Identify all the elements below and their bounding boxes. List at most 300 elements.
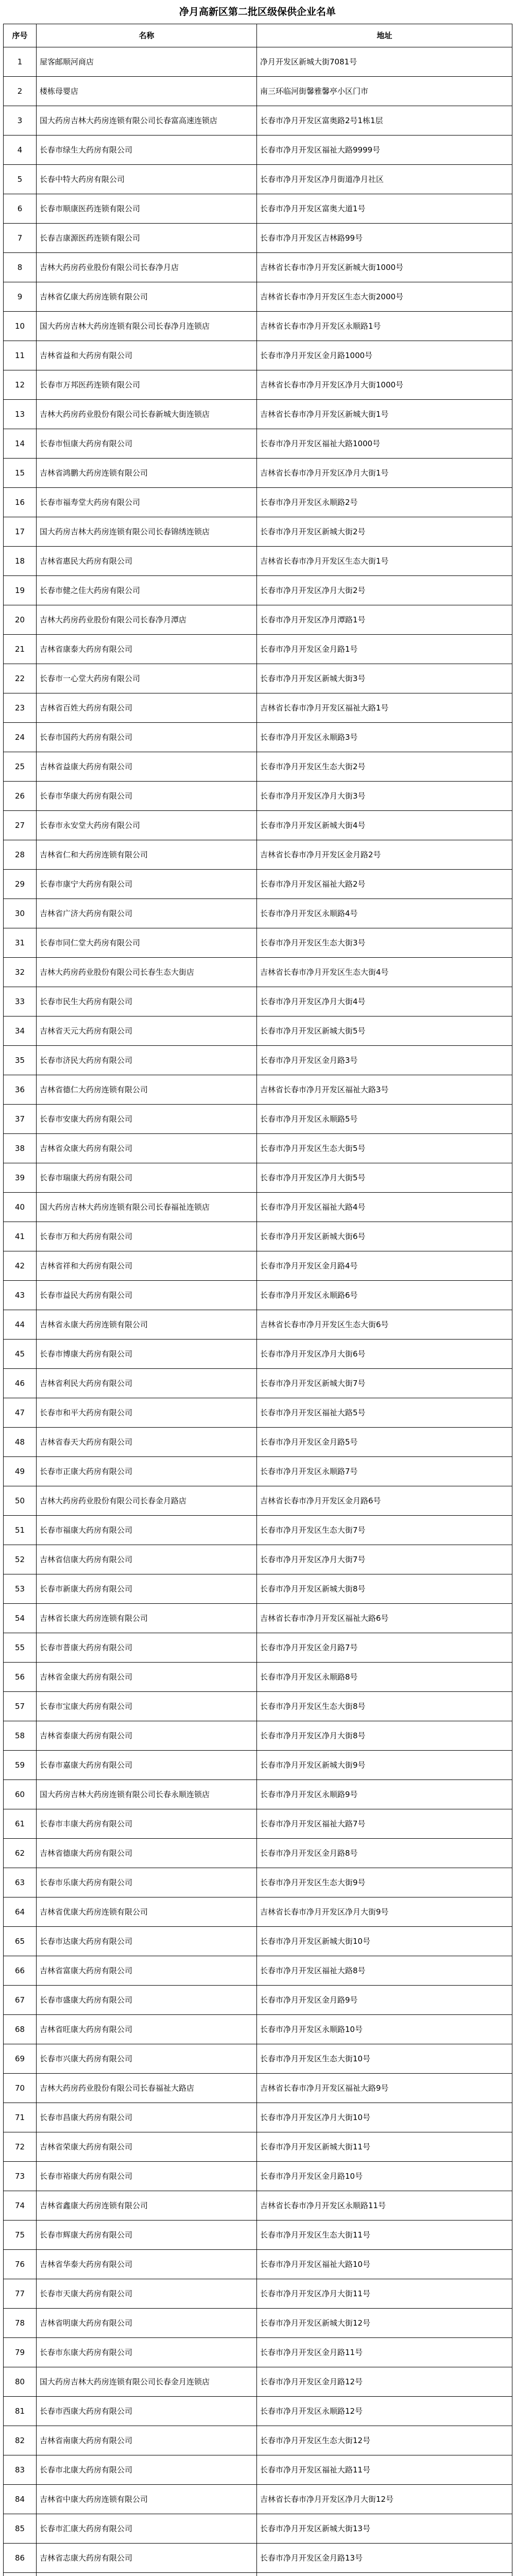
- name-cell: 吉林省益康大药房有限公司: [37, 752, 257, 782]
- name-cell: 吉林大药房药业股份有限公司长春福祉大路店: [37, 2074, 257, 2103]
- table-row: [4, 840, 512, 870]
- index-cell: 11: [4, 341, 37, 370]
- table-row: [4, 782, 512, 811]
- name-cell: 长春市新康大药房有限公司: [37, 1574, 257, 1604]
- table-row: [4, 1428, 512, 1457]
- address-cell: 长春市净月开发区永顺路9号: [257, 1780, 512, 1809]
- table-row: [4, 1809, 512, 1839]
- index-cell: 60: [4, 1780, 37, 1809]
- index-cell: 82: [4, 2426, 37, 2455]
- address-cell: 长春市净月开发区福祉大路2号: [257, 870, 512, 899]
- name-cell: 长春市万和大药房有限公司: [37, 1222, 257, 1251]
- table-row: [4, 1222, 512, 1251]
- index-cell: 57: [4, 1692, 37, 1721]
- table-row: [4, 2132, 512, 2162]
- table-row: [4, 1281, 512, 1310]
- index-cell: 8: [4, 253, 37, 282]
- table-row: [4, 135, 512, 165]
- address-cell: 长春市净月开发区净月潭路1号: [257, 605, 512, 635]
- address-cell: 净月开发区新城大街7081号: [257, 47, 512, 77]
- address-cell: 长春市净月开发区净月大街10号: [257, 2103, 512, 2132]
- name-cell: 吉林省惠民大药房有限公司: [37, 547, 257, 576]
- name-cell: 长春市济民大药房有限公司: [37, 1046, 257, 1075]
- address-cell: 长春市净月开发区生态大街8号: [257, 1692, 512, 1721]
- name-cell: 吉林省南康大药房有限公司: [37, 2426, 257, 2455]
- address-cell: 吉林省长春市净月开发区净月大街12号: [257, 2485, 512, 2514]
- table-row: [4, 1369, 512, 1398]
- index-cell: 73: [4, 2162, 37, 2191]
- index-cell: 51: [4, 1516, 37, 1545]
- name-cell: 吉林省百姓大药房有限公司: [37, 693, 257, 723]
- table-row: [4, 1751, 512, 1780]
- table-row: [4, 429, 512, 459]
- name-cell: 吉林省益和大药房有限公司: [37, 341, 257, 370]
- name-cell: 长春市正康大药房有限公司: [37, 1457, 257, 1486]
- table-row: [4, 1016, 512, 1046]
- table-row: [4, 605, 512, 635]
- name-cell: 吉林省亿康大药房连锁有限公司: [37, 282, 257, 312]
- address-cell: 长春市净月开发区净月大街5号: [257, 1163, 512, 1193]
- name-cell: 长春市恒康大药房有限公司: [37, 429, 257, 459]
- name-cell: 长春市辉康大药房有限公司: [37, 2221, 257, 2250]
- index-cell: 21: [4, 635, 37, 664]
- name-cell: 国大药房吉林大药房连锁有限公司长春金月连锁店: [37, 2367, 257, 2397]
- name-cell: 长春市和平大药房有限公司: [37, 1398, 257, 1428]
- table-row: [4, 282, 512, 312]
- index-cell: 78: [4, 2309, 37, 2338]
- name-cell: 国大药房吉林大药房连锁有限公司长春福祉连锁店: [37, 1193, 257, 1222]
- table-row: [4, 194, 512, 224]
- name-cell: 长春吉康源医药连锁有限公司: [37, 224, 257, 253]
- address-cell: 吉林省长春市净月开发区永顺路1号: [257, 312, 512, 341]
- table-row: [4, 165, 512, 194]
- address-cell: 长春市净月开发区金月路1000号: [257, 341, 512, 370]
- table-row: [4, 811, 512, 840]
- index-cell: 50: [4, 1486, 37, 1516]
- name-cell: 吉林大药房药业股份有限公司长春净月店: [37, 253, 257, 282]
- index-cell: 86: [4, 2544, 37, 2573]
- table-row: [4, 1457, 512, 1486]
- name-cell: 吉林省志康大药房有限公司: [37, 2544, 257, 2573]
- table-row: [4, 2162, 512, 2191]
- table-row: [4, 664, 512, 693]
- name-cell: 长春市达康大药房有限公司: [37, 1927, 257, 1956]
- address-cell: 吉林省长春市净月开发区福祉大路6号: [257, 1604, 512, 1633]
- header-address: 地址: [257, 24, 512, 47]
- table-row: [4, 1516, 512, 1545]
- address-cell: 长春市净月开发区新城大街11号: [257, 2132, 512, 2162]
- name-cell: 国大药房吉林大药房连锁有限公司长春净月连锁店: [37, 312, 257, 341]
- index-cell: 38: [4, 1134, 37, 1163]
- name-cell: 长春市健之佳大药房有限公司: [37, 576, 257, 605]
- table-row: [4, 2015, 512, 2044]
- table-row: [4, 2367, 512, 2397]
- address-cell: 长春市净月开发区金月路12号: [257, 2367, 512, 2397]
- table-row: [4, 1868, 512, 1897]
- name-cell: 长春市裕康大药房有限公司: [37, 2162, 257, 2191]
- index-cell: 61: [4, 1809, 37, 1839]
- index-cell: 58: [4, 1721, 37, 1751]
- table-row: [4, 2544, 512, 2573]
- table-row: [4, 2103, 512, 2132]
- address-cell: 长春市净月开发区新城大街6号: [257, 1222, 512, 1251]
- index-cell: 13: [4, 400, 37, 429]
- supplier-table: [3, 24, 512, 2576]
- index-cell: 32: [4, 958, 37, 987]
- index-cell: 74: [4, 2191, 37, 2221]
- name-cell: 长春市安康大药房有限公司: [37, 1105, 257, 1134]
- name-cell: 长春市瑞康大药房有限公司: [37, 1163, 257, 1193]
- table-row: [4, 1839, 512, 1868]
- address-cell: 长春市净月开发区永顺路6号: [257, 1281, 512, 1310]
- name-cell: 长春市博康大药房有限公司: [37, 1340, 257, 1369]
- address-cell: 长春市净月开发区福祉大路11号: [257, 2455, 512, 2485]
- address-cell: 长春市净月开发区新城大街5号: [257, 1016, 512, 1046]
- name-cell: 长春市康宁大药房有限公司: [37, 870, 257, 899]
- address-cell: 南三环临河街馨雅馨亭小区门市: [257, 77, 512, 106]
- index-cell: 7: [4, 224, 37, 253]
- index-cell: 25: [4, 752, 37, 782]
- index-cell: 31: [4, 928, 37, 958]
- address-cell: 长春市净月开发区金月路1号: [257, 635, 512, 664]
- index-cell: 36: [4, 1075, 37, 1105]
- address-cell: 吉林省长春市净月开发区福祉大路1号: [257, 693, 512, 723]
- name-cell: 吉林省长康大药房连锁有限公司: [37, 1604, 257, 1633]
- table-row: [4, 517, 512, 547]
- table-row: [4, 1663, 512, 1692]
- address-cell: 长春市净月开发区富奥大道1号: [257, 194, 512, 224]
- address-cell: 长春市净月开发区福祉大路1000号: [257, 429, 512, 459]
- table-row: [4, 224, 512, 253]
- address-cell: 长春市净月开发区金月路9号: [257, 1986, 512, 2015]
- index-cell: 35: [4, 1046, 37, 1075]
- address-cell: 长春市净月开发区富奥路2号1栋1层: [257, 106, 512, 135]
- table-row: [4, 2279, 512, 2309]
- index-cell: 54: [4, 1604, 37, 1633]
- address-cell: 长春市净月开发区新城大街10号: [257, 1927, 512, 1956]
- address-cell: 吉林省长春市净月开发区福祉大路9号: [257, 2074, 512, 2103]
- index-cell: 56: [4, 1663, 37, 1692]
- index-cell: 43: [4, 1281, 37, 1310]
- address-cell: [257, 2573, 512, 2576]
- address-cell: 长春市净月开发区福祉大路8号: [257, 1956, 512, 1986]
- index-cell: 63: [4, 1868, 37, 1897]
- table-row: [4, 576, 512, 605]
- address-cell: 长春市净月开发区生态大街5号: [257, 1134, 512, 1163]
- name-cell: 吉林大药房药业股份有限公司长春净月潭店: [37, 605, 257, 635]
- index-cell: 53: [4, 1574, 37, 1604]
- name-cell: 吉林省中康大药房连锁有限公司: [37, 2485, 257, 2514]
- index-cell: 6: [4, 194, 37, 224]
- index-cell: 62: [4, 1839, 37, 1868]
- name-cell: 长春市西康大药房有限公司: [37, 2397, 257, 2426]
- table-row: [4, 2250, 512, 2279]
- name-cell: 吉林省利民大药房有限公司: [37, 1369, 257, 1398]
- index-cell: 52: [4, 1545, 37, 1574]
- name-cell: 吉林省天元大药房有限公司: [37, 1016, 257, 1046]
- address-cell: 长春市净月开发区生态大街10号: [257, 2044, 512, 2074]
- index-cell: 20: [4, 605, 37, 635]
- address-cell: 长春市净月开发区永顺路5号: [257, 1105, 512, 1134]
- index-cell: 46: [4, 1369, 37, 1398]
- address-cell: 长春市净月开发区生态大街9号: [257, 1868, 512, 1897]
- table-row: [4, 2573, 512, 2576]
- table-row: [4, 341, 512, 370]
- index-cell: 17: [4, 517, 37, 547]
- address-cell: 长春市净月开发区净月大街8号: [257, 1721, 512, 1751]
- address-cell: 吉林省长春市净月开发区生态大街4号: [257, 958, 512, 987]
- address-cell: 吉林省长春市净月开发区新城大街1号: [257, 400, 512, 429]
- address-cell: 长春市净月开发区新城大街2号: [257, 517, 512, 547]
- name-cell: [37, 2573, 257, 2576]
- address-cell: 长春市净月开发区新城大街13号: [257, 2514, 512, 2544]
- address-cell: 长春市净月开发区生态大街7号: [257, 1516, 512, 1545]
- table-row: [4, 1927, 512, 1956]
- address-cell: 吉林省长春市净月开发区生态大街2000号: [257, 282, 512, 312]
- name-cell: 吉林省祥和大药房有限公司: [37, 1251, 257, 1281]
- name-cell: 长春市民生大药房有限公司: [37, 987, 257, 1016]
- address-cell: 长春市净月开发区净月街道净月社区: [257, 165, 512, 194]
- name-cell: 吉林省仁和大药房连锁有限公司: [37, 840, 257, 870]
- name-cell: 吉林省德康大药房有限公司: [37, 1839, 257, 1868]
- address-cell: 长春市净月开发区金月路8号: [257, 1839, 512, 1868]
- table-row: [4, 870, 512, 899]
- index-cell: 80: [4, 2367, 37, 2397]
- address-cell: 长春市净月开发区净月大街6号: [257, 1340, 512, 1369]
- name-cell: 吉林省众康大药房有限公司: [37, 1134, 257, 1163]
- table-row: [4, 2221, 512, 2250]
- name-cell: 吉林省广济大药房有限公司: [37, 899, 257, 928]
- index-cell: 41: [4, 1222, 37, 1251]
- index-cell: 83: [4, 2455, 37, 2485]
- address-cell: 长春市净月开发区金月路13号: [257, 2544, 512, 2573]
- index-cell: 2: [4, 77, 37, 106]
- table-row: [4, 1251, 512, 1281]
- address-cell: 吉林省长春市净月开发区净月大街1号: [257, 459, 512, 488]
- address-cell: 长春市净月开发区永顺路7号: [257, 1457, 512, 1486]
- index-cell: 37: [4, 1105, 37, 1134]
- table-row: [4, 899, 512, 928]
- name-cell: 长春市万邦医药连锁有限公司: [37, 370, 257, 400]
- index-cell: 1: [4, 47, 37, 77]
- index-cell: 64: [4, 1897, 37, 1927]
- index-cell: 16: [4, 488, 37, 517]
- address-cell: 长春市净月开发区生态大街2号: [257, 752, 512, 782]
- index-cell: 72: [4, 2132, 37, 2162]
- address-cell: 吉林省长春市净月开发区福祉大路3号: [257, 1075, 512, 1105]
- address-cell: 吉林省长春市净月开发区生态大街1号: [257, 547, 512, 576]
- name-cell: 长春市兴康大药房有限公司: [37, 2044, 257, 2074]
- table-row: [4, 1545, 512, 1574]
- table-row: [4, 1046, 512, 1075]
- name-cell: 吉林省旺康大药房有限公司: [37, 2015, 257, 2044]
- name-cell: 吉林省富康大药房有限公司: [37, 1956, 257, 1986]
- name-cell: 长春市福寿堂大药房有限公司: [37, 488, 257, 517]
- address-cell: 长春市净月开发区生态大街3号: [257, 928, 512, 958]
- address-cell: 长春市净月开发区净月大街4号: [257, 987, 512, 1016]
- index-cell: 75: [4, 2221, 37, 2250]
- index-cell: 67: [4, 1986, 37, 2015]
- index-cell: 47: [4, 1398, 37, 1428]
- index-cell: 70: [4, 2074, 37, 2103]
- address-cell: 长春市净月开发区金月路4号: [257, 1251, 512, 1281]
- address-cell: 长春市净月开发区永顺路4号: [257, 899, 512, 928]
- address-cell: 长春市净月开发区新城大街8号: [257, 1574, 512, 1604]
- name-cell: 吉林省金康大药房有限公司: [37, 1663, 257, 1692]
- index-cell: 44: [4, 1310, 37, 1340]
- address-cell: 长春市净月开发区金月路3号: [257, 1046, 512, 1075]
- index-cell: 26: [4, 782, 37, 811]
- name-cell: 长春市普康大药房有限公司: [37, 1633, 257, 1663]
- name-cell: 吉林省荣康大药房有限公司: [37, 2132, 257, 2162]
- index-cell: [4, 2573, 37, 2576]
- address-cell: 长春市净月开发区金月路7号: [257, 1633, 512, 1663]
- address-cell: 长春市净月开发区福祉大路10号: [257, 2250, 512, 2279]
- table-row: [4, 106, 512, 135]
- table-row: [4, 1604, 512, 1633]
- table-row: [4, 1340, 512, 1369]
- index-cell: 18: [4, 547, 37, 576]
- index-cell: 9: [4, 282, 37, 312]
- index-cell: 79: [4, 2338, 37, 2367]
- table-row: [4, 2074, 512, 2103]
- index-cell: 59: [4, 1751, 37, 1780]
- address-cell: 长春市净月开发区福祉大路7号: [257, 1809, 512, 1839]
- index-cell: 27: [4, 811, 37, 840]
- table-row: [4, 1692, 512, 1721]
- address-cell: 长春市净月开发区生态大街11号: [257, 2221, 512, 2250]
- name-cell: 长春市同仁堂大药房有限公司: [37, 928, 257, 958]
- name-cell: 吉林省永康大药房连锁有限公司: [37, 1310, 257, 1340]
- address-cell: 长春市净月开发区新城大街12号: [257, 2309, 512, 2338]
- index-cell: 39: [4, 1163, 37, 1193]
- index-cell: 19: [4, 576, 37, 605]
- name-cell: 长春市福康大药房有限公司: [37, 1516, 257, 1545]
- address-cell: 吉林省长春市净月开发区生态大街6号: [257, 1310, 512, 1340]
- table-row: [4, 1398, 512, 1428]
- name-cell: 长春市昌康大药房有限公司: [37, 2103, 257, 2132]
- name-cell: 楼栋母婴店: [37, 77, 257, 106]
- name-cell: 吉林大药房药业股份有限公司长春生态大街店: [37, 958, 257, 987]
- table-row: [4, 723, 512, 752]
- table-row: [4, 987, 512, 1016]
- table-row: [4, 2455, 512, 2485]
- table-row: [4, 312, 512, 341]
- table-row: [4, 1897, 512, 1927]
- table-row: [4, 2338, 512, 2367]
- name-cell: 吉林大药房药业股份有限公司长春金月路店: [37, 1486, 257, 1516]
- name-cell: 长春市北康大药房有限公司: [37, 2455, 257, 2485]
- index-cell: 29: [4, 870, 37, 899]
- table-row: [4, 370, 512, 400]
- address-cell: 长春市净月开发区福祉大路4号: [257, 1193, 512, 1222]
- name-cell: 长春市国药大药房有限公司: [37, 723, 257, 752]
- index-cell: 66: [4, 1956, 37, 1986]
- index-cell: 42: [4, 1251, 37, 1281]
- name-cell: 吉林省康泰大药房有限公司: [37, 635, 257, 664]
- table-row: [4, 1486, 512, 1516]
- name-cell: 长春市宝康大药房有限公司: [37, 1692, 257, 1721]
- name-cell: 吉林省明康大药房有限公司: [37, 2309, 257, 2338]
- name-cell: 长春市顺康医药连锁有限公司: [37, 194, 257, 224]
- index-cell: 3: [4, 106, 37, 135]
- table-row: [4, 547, 512, 576]
- address-cell: 吉林省长春市净月开发区净月大街9号: [257, 1897, 512, 1927]
- table-row: [4, 928, 512, 958]
- address-cell: 长春市净月开发区净月大街7号: [257, 1545, 512, 1574]
- name-cell: 吉林省信康大药房有限公司: [37, 1545, 257, 1574]
- address-cell: 长春市净月开发区永顺路8号: [257, 1663, 512, 1692]
- address-cell: 吉林省长春市净月开发区净月大街1000号: [257, 370, 512, 400]
- name-cell: 长春市乐康大药房有限公司: [37, 1868, 257, 1897]
- name-cell: 吉林省春天大药房有限公司: [37, 1428, 257, 1457]
- address-cell: 长春市净月开发区净月大街3号: [257, 782, 512, 811]
- name-cell: 吉林大药房药业股份有限公司长春新城大街连锁店: [37, 400, 257, 429]
- name-cell: 长春中特大药房有限公司: [37, 165, 257, 194]
- address-cell: 长春市净月开发区新城大街7号: [257, 1369, 512, 1398]
- index-cell: 55: [4, 1633, 37, 1663]
- name-cell: 长春市汇康大药房有限公司: [37, 2514, 257, 2544]
- name-cell: 吉林省鑫康大药房连锁有限公司: [37, 2191, 257, 2221]
- name-cell: 长春市益民大药房有限公司: [37, 1281, 257, 1310]
- address-cell: 长春市净月开发区金月路5号: [257, 1428, 512, 1457]
- name-cell: 长春市天康大药房有限公司: [37, 2279, 257, 2309]
- address-cell: 长春市净月开发区福祉大路5号: [257, 1398, 512, 1428]
- name-cell: 长春市盛康大药房有限公司: [37, 1986, 257, 2015]
- index-cell: 85: [4, 2514, 37, 2544]
- address-cell: 长春市净月开发区永顺路3号: [257, 723, 512, 752]
- address-cell: 长春市净月开发区新城大街3号: [257, 664, 512, 693]
- table-row: [4, 693, 512, 723]
- table-row: [4, 2397, 512, 2426]
- table-row: [4, 1310, 512, 1340]
- name-cell: 吉林省优康大药房连锁有限公司: [37, 1897, 257, 1927]
- table-row: [4, 253, 512, 282]
- index-cell: 30: [4, 899, 37, 928]
- name-cell: 长春市东康大药房有限公司: [37, 2338, 257, 2367]
- name-cell: 吉林省华泰大药房有限公司: [37, 2250, 257, 2279]
- table-row: [4, 1986, 512, 2015]
- document-title: 净月高新区第二批区级保供企业名单: [179, 6, 336, 18]
- table-row: [4, 77, 512, 106]
- index-cell: 69: [4, 2044, 37, 2074]
- index-cell: 24: [4, 723, 37, 752]
- address-cell: 长春市净月开发区吉林路99号: [257, 224, 512, 253]
- table-row: [4, 752, 512, 782]
- table-row: [4, 1956, 512, 1986]
- address-cell: 吉林省长春市净月开发区永顺路11号: [257, 2191, 512, 2221]
- index-cell: 49: [4, 1457, 37, 1486]
- index-cell: 71: [4, 2103, 37, 2132]
- index-cell: 77: [4, 2279, 37, 2309]
- index-cell: 22: [4, 664, 37, 693]
- index-cell: 10: [4, 312, 37, 341]
- address-cell: 长春市净月开发区生态大街12号: [257, 2426, 512, 2455]
- name-cell: 国大药房吉林大药房连锁有限公司长春富高速连锁店: [37, 106, 257, 135]
- address-cell: 长春市净月开发区净月大街11号: [257, 2279, 512, 2309]
- address-cell: 长春市净月开发区净月大街2号: [257, 576, 512, 605]
- address-cell: 长春市净月开发区永顺路2号: [257, 488, 512, 517]
- table-row: [4, 1163, 512, 1193]
- table-row: [4, 1574, 512, 1604]
- table-row: [4, 2426, 512, 2455]
- name-cell: 国大药房吉林大药房连锁有限公司长春锦绣连锁店: [37, 517, 257, 547]
- table-row: [4, 1193, 512, 1222]
- index-cell: 40: [4, 1193, 37, 1222]
- address-cell: 长春市净月开发区新城大街9号: [257, 1751, 512, 1780]
- address-cell: 长春市净月开发区金月路10号: [257, 2162, 512, 2191]
- index-cell: 65: [4, 1927, 37, 1956]
